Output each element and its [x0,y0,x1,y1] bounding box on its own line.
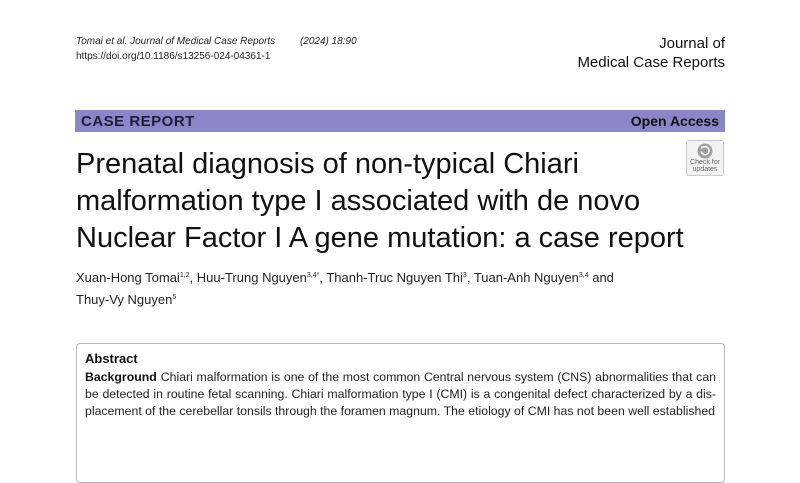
journal-name-line2: Medical Case Reports [577,54,725,71]
article-type-banner [75,110,725,132]
abstract-background [85,369,716,420]
doi-link[interactable]: https://doi.org/10.1186/s13256-024-04361-1 [76,51,271,62]
author-name[interactable]: Thanh-Truc Nguyen Thi [326,270,463,285]
author-name[interactable]: Thuy-Vy Nguyen [76,292,173,307]
article-type: CASE REPORT [81,112,195,130]
check-for-updates-line2: updates [692,166,718,173]
background-label: Background [85,370,157,384]
authors-conjunction: and [592,270,614,285]
author-list: Xuan-Hong Tomai$^{1,2}$, Huu-Trung Nguyen$^{3,4*}$, Thanh-Truc Nguyen Thi$^3$, Tuan-Anh Nguyen$^{3,4}$ and Thuy-Vy Nguyen$^5$ [76,270,614,307]
citation-journal: Journal of Medical Case Reports [130,36,276,47]
article-title: Prenatal diagnosis of non-typical Chiari malformation type I associated with de novo Nuclear Factor I A gene mutation: a case report [76,148,684,254]
background-text: Chiari malformation is one of the most common Central nervous system (CNS) abnormalities that can be detected in routine fetal scanning. Chiari malformation type I (CMI) is a congenital defect characterized by a dis-placement of the cerebellar tonsils through the foramen magnum. The etiology of CMI has not been well established [85,370,716,418]
citation-block [76,34,357,64]
refresh-icon [697,143,713,159]
check-for-updates-badge[interactable] [686,140,724,176]
abstract-heading: Abstract [85,351,138,366]
check-for-updates-line1: Check for [690,159,720,166]
author-name[interactable]: Huu-Trung Nguyen [196,270,307,285]
citation-year-volume: (2024) 18:90 [299,36,357,47]
citation-authors: Tomai et al. [76,36,128,47]
abstract-box [76,343,725,483]
author-affiliation: 3,4* [306,272,320,279]
author-affiliation: 5 [172,294,177,301]
open-access-label: Open Access [630,113,719,129]
journal-name-line1: Journal of [659,35,725,52]
author-name[interactable]: Xuan-Hong Tomai [76,270,180,285]
author-affiliation: 3,4 [578,272,589,279]
author-affiliation: 1,2 [179,272,190,279]
author-affiliation: 3 [462,272,467,279]
author-name[interactable]: Tuan-Anh Nguyen [473,270,579,285]
citation-line [76,34,357,49]
journal-name [577,34,725,72]
